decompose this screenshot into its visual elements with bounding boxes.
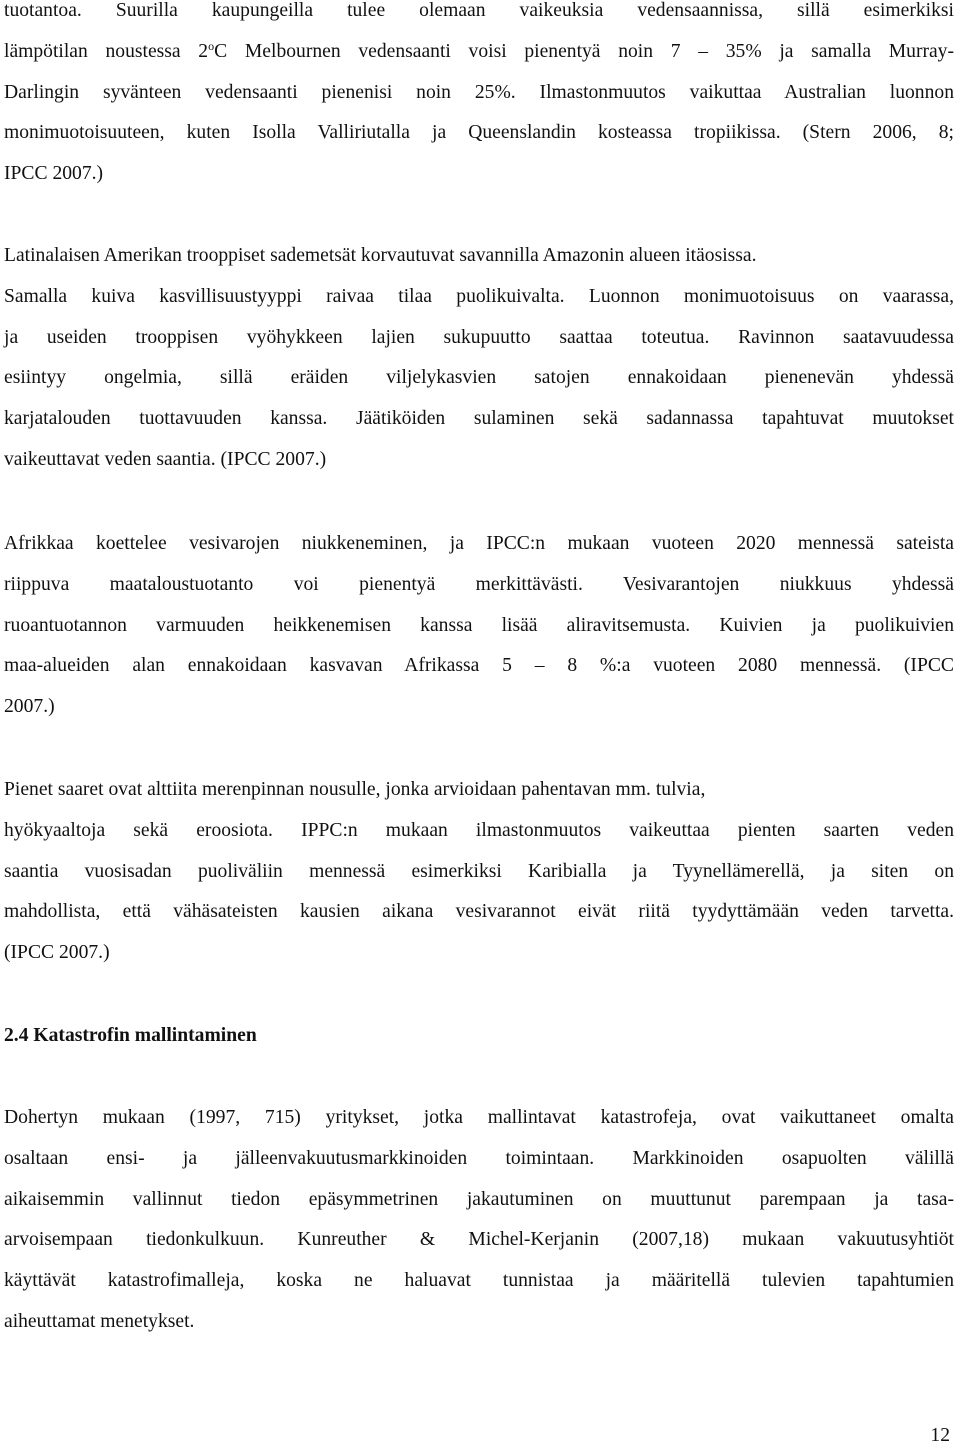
superscript: o bbox=[208, 38, 215, 53]
page-number: 12 bbox=[930, 1425, 950, 1446]
text-line: hyökyaaltoja sekä eroosiota. IPPC:n mukaan ilmastonmuutos vaikeuttaa pienten saarten veden bbox=[4, 819, 954, 841]
paragraph-catastrophe-modeling bbox=[4, 1098, 954, 1343]
text-line: saantia vuosisadan puoliväliin mennessä esimerkiksi Karibialla ja Tyynellämerellä, ja siten on bbox=[4, 860, 954, 882]
text-line: (IPCC 2007.) bbox=[4, 942, 110, 964]
paragraph-latin-america bbox=[4, 236, 954, 481]
text-line: aiheuttamat menetykset. bbox=[4, 1310, 195, 1332]
text-line: arvoisempaan tiedonkulkuun. Kunreuther & Michel-Kerjanin (2007,18) mukaan vakuutusyhtiöt bbox=[4, 1229, 954, 1251]
text-line: tuotantoa. Suurilla kaupungeilla tulee olemaan vaikeuksia vedensaannissa, sillä esimerkiksi bbox=[4, 0, 954, 21]
text-line: Pienet saaret ovat alttiita merenpinnan nousulle, jonka arvioidaan pahentavan mm. tulvia, bbox=[4, 779, 706, 800]
paragraph-africa bbox=[4, 524, 954, 728]
text-segment: C Melbournen vedensaanti voisi pienentyä noin 7 – 35% ja samalla Murray- bbox=[214, 40, 955, 62]
text-line: IPCC 2007.) bbox=[4, 163, 104, 185]
text-line: Dohertyn mukaan (1997, 715) yritykset, jotka mallintavat katastrofeja, ovat vaikuttaneet omalta bbox=[4, 1107, 954, 1128]
text-line: aikaisemmin vallinnut tiedon epäsymmetrinen jakautuminen on muuttunut parempaan ja tasa- bbox=[4, 1188, 954, 1210]
paragraph-australia bbox=[4, 0, 954, 195]
text-line: karjatalouden tuottavuuden kanssa. Jäätiköiden sulaminen sekä sadannassa tapahtuvat muutokset bbox=[4, 408, 954, 430]
text-segment: lämpötilan noustessa 2 bbox=[4, 40, 209, 62]
text-line: monimuotoisuuteen, kuten Isolla Valliriutalla ja Queenslandin kosteassa tropiikissa. (Stern 2006, 8; bbox=[4, 122, 954, 144]
text-line: ja useiden trooppisen vyöhykkeen lajien sukupuutto saattaa toteutua. Ravinnon saatavuudessa bbox=[4, 326, 954, 348]
text-line: Darlingin syvänteen vedensaanti pienenisi noin 25%. Ilmastonmuutos vaikuttaa Australian luonnon bbox=[4, 81, 954, 103]
text-line bbox=[4, 32, 954, 73]
text-line: Afrikkaa koettelee vesivarojen niukkeneminen, ja IPCC:n mukaan vuoteen 2020 mennessä sateista bbox=[4, 533, 954, 554]
text-line: vaikeuttavat veden saantia. (IPCC 2007.) bbox=[4, 448, 327, 470]
text-line: ruoantuotannon varmuuden heikkenemisen kanssa lisää aliravitsemusta. Kuivien ja puolikuivien bbox=[4, 614, 954, 636]
paragraph-small-islands bbox=[4, 770, 954, 974]
text-line: osaltaan ensi- ja jälleenvakuutusmarkkinoiden toimintaan. Markkinoiden osapuolten välillä bbox=[4, 1147, 954, 1169]
text-line: riippuva maataloustuotanto voi pienentyä merkittävästi. Vesivarantojen niukkuus yhdessä bbox=[4, 573, 954, 595]
text-line: maa-alueiden alan ennakoidaan kasvavan Afrikassa 5 – 8 %:a vuoteen 2080 mennessä. (IPCC bbox=[4, 655, 954, 677]
text-line: mahdollista, että vähäsateisten kausien aikana vesivarannot eivät riitä tyydyttämään veden tarvetta. bbox=[4, 901, 954, 923]
text-line: käyttävät katastrofimalleja, koska ne haluavat tunnistaa ja määritellä tulevien tapahtumien bbox=[4, 1270, 954, 1292]
section-heading: 2.4 Katastrofin mallintaminen bbox=[4, 1025, 257, 1046]
text-line: Latinalaisen Amerikan trooppiset sademetsät korvautuvat savannilla Amazonin alueen itäosissa. bbox=[4, 245, 757, 266]
text-line: esiintyy ongelmia, sillä eräiden viljelykasvien satojen ennakoidaan pienenevän yhdessä bbox=[4, 367, 954, 389]
text-line: Samalla kuiva kasvillisuustyyppi raivaa tilaa puolikuivalta. Luonnon monimuotoisuus on vaarassa, bbox=[4, 285, 954, 307]
text-line: 2007.) bbox=[4, 696, 55, 718]
